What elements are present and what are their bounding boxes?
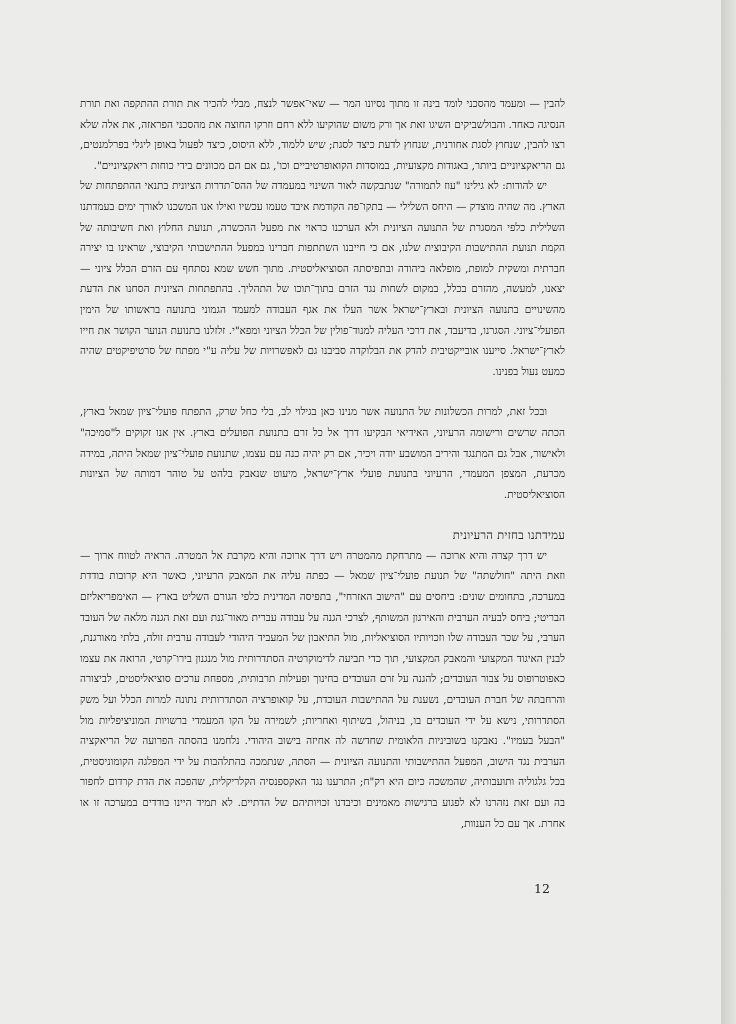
- page-number: 12: [534, 881, 550, 896]
- text-column: [80, 94, 565, 834]
- page-edge: [722, 0, 736, 1024]
- section-heading: עמידתנו בחזית הרעיונית: [452, 528, 565, 543]
- paragraph-2: יש להודות: לא גילינו "עוז לתמורה" שנתבקשה לאור השינוי במעמדה של ההס־תדרות הציונית בתנאי ההתפתחות של הארץ. מה שהיה מוצדק — היחס השלילי — בתקו־פה הקודמת איבד טעמו עכשיו ואילו אנו המשכנו לאורך ימים בעמדתנו השלילית כלפי המסגרת של התנועה הציונית ולא הערכנו כראוי את מפעל ההכשרה, תנועת החלוץ ואת חשיבותה של הקמת תנועת ההתישבות הקיבוצית שלנו, אם כי חייבנו השתתפות חברינו במפעל ההתישבותי הקיבוצי, שראינו בו יצירה חברתית ומשקית למופת, מופלאה ביהודה ובתפיסתה הסוציאליסטית. מתוך חשש שמא נסתחף עם הזרם הכלל ציוני — יצאנו, למעשה, מהזרם בכלל, במקום לשחות נגד הזרם בתוך־תוכו של התהליך. בהתפתחות הציונית הסחנו את הדעת מהשינויים בתנועה הציונית ובארץ־ישראל אשר העלו את אגף העבודה למעמד הגמוני בתנועה בראשותו של הימין הפועלי־ציוני. הסגרנו, בדיעבד, את דרכי העליה למנוד־פולין של הכלל הציוני ומפא"י. זלזלנו בתנועת הנוער הקושר את חייו לארץ־ישראל. סייענו אובייקטיבית להדק את הבלוקדה סביבנו גם לאפשרויות של עליה ע"י מפתח של סרטיפיקטים שהיה כמעט נעול בפנינו.: [80, 180, 565, 378]
- paragraph-3: ובכל זאת, למרות הכשלונות של התנועה אשר מנינו כאן בגילוי לב, בלי כחל שרק, התפתח פועלי־ציון שמאל בארץ, הכתה שרשים ורישומה הרעיוני, האידיאי הבקיעו דרך אל כל זרם בתנועת הפועלים בארץ. אין אנו זקוקים ל"סמיכה" ולאישור, אבל גם המתנגד והיריב המושבע יודה ויכיר, אם רק יהיה כנה עם עצמו, שתנועת פועלי־ציון שמאל היתה, במידה מכרעת, המצפן המעמדי, הרעיוני בתנועת פועלי ארץ־ישראל, מיעוט שנאבק בלהט על טוהר דמותה של הציונות הסוציאליסטית.: [80, 406, 565, 501]
- paragraph-1: להבין — ומעמד מהסכני לומד בינה זו מתוך נסיונו המר — שאי־אפשר לנצח, מבלי להכיר את תורת ההתקפה ואת תורת הנסיגה כאחד. והבולשביקים השיגו זאת אך ורק משום שהוקיעו ללא רחם וזרקו החוצה את מהסכני הפראזה, את אלה שלא רצו להבין, שנחוץ לסגת אחורנית, שנחוץ לדעת כיצד לסגת; שיש ללמוד, ללא היסוס, כיצד לפעול באופן ליגלי בפרלמנטים, גם הריאקציוניים ביותר, באגודות מקצועיות, במוסדות הקואופרטיביים וכו', גם אם הם מכוונים בידי כוחות ריאקציוניים".: [80, 98, 565, 172]
- section-gap: [80, 505, 565, 525]
- paragraph-gap: [80, 382, 565, 402]
- paragraph-4: יש דרך קצרה והיא ארוכה — מתרחקת מהמטרה ויש דרך ארוכה והיא מקרבת אל המטרה. הראיה לטווח ארוך — וזאת היתה "חולשתה" של תנועת פועלי־ציון שמאל — כפתה עליה את המאבק הרעיוני, כאשר היא קרובות בודדת במערכה, בתחומים שונים: ביחסים עם "הישוב האזרחי", בתפיסה המדינית כלפי הגורם השליט בארץ — האימפריאליזם הבריטי; ביחס לבעיה הערבית והאירגון המשותף, לצרכי הגנה על עבודה עברית מאור־גנת ועם זאת הגנה מלאה של העובד הערבי, על שכר העבודה שלו וזכויותיו הסוציאליות, מול התיאבון של המעביד היהודי לעבודה ערבית זולה, בלתי מאורגנת, לבנין האיגוד המקצועי והמאבק המקצועי, תוך כדי תביעה לדימוקרטיה הסתדרותית מול מנגנון בירו־קרטי, הרואה את עצמו כאפוטרופוס על צבור העובדים; להגנה על זרם העובדים בחינוך ופעילות תרבותית, מספחת ערכים סוציאליסטים, לביצורה והרחבתה של חברת העובדים, נשענת על ההתישבות העובדת, על קואופרציה הסתדרותית נתונה למרות הכלל ועל משק הסתדרותי, נישא על ידי העובדים בו, בניהול, בשיתוף ואחריות; לשמירה על הקו המעמדי ברשויות המוניציפליות מול "הבעל בעמיו". נאבקנו בשוביניות הלאומית שחדשה לה אחיזה בישוב היהודי. נלחמנו בהסתה הפרועה של הריאקציה הערבית נגד הישוב, המפעל ההתישבותי והתנועה הציונית — הסתה, שנתמכה בהתלהבות על ידי המפלגה הקומוניסטית, בכל גלגוליה ותועבותיה, שהמשכה כיום היא רק"ח; התרענו נגד האקספנסיה הקלריקלית, שהפכה את הדת קרדום לחפור בה ועם זאת נזהרנו לא לפגוע ברגישות מאמינים וכיבדנו זכויותיהם של הדתיים. לא תמיד היינו בודדים במערכה זו או אחרת. אך עם כל הענוות,: [80, 549, 565, 830]
